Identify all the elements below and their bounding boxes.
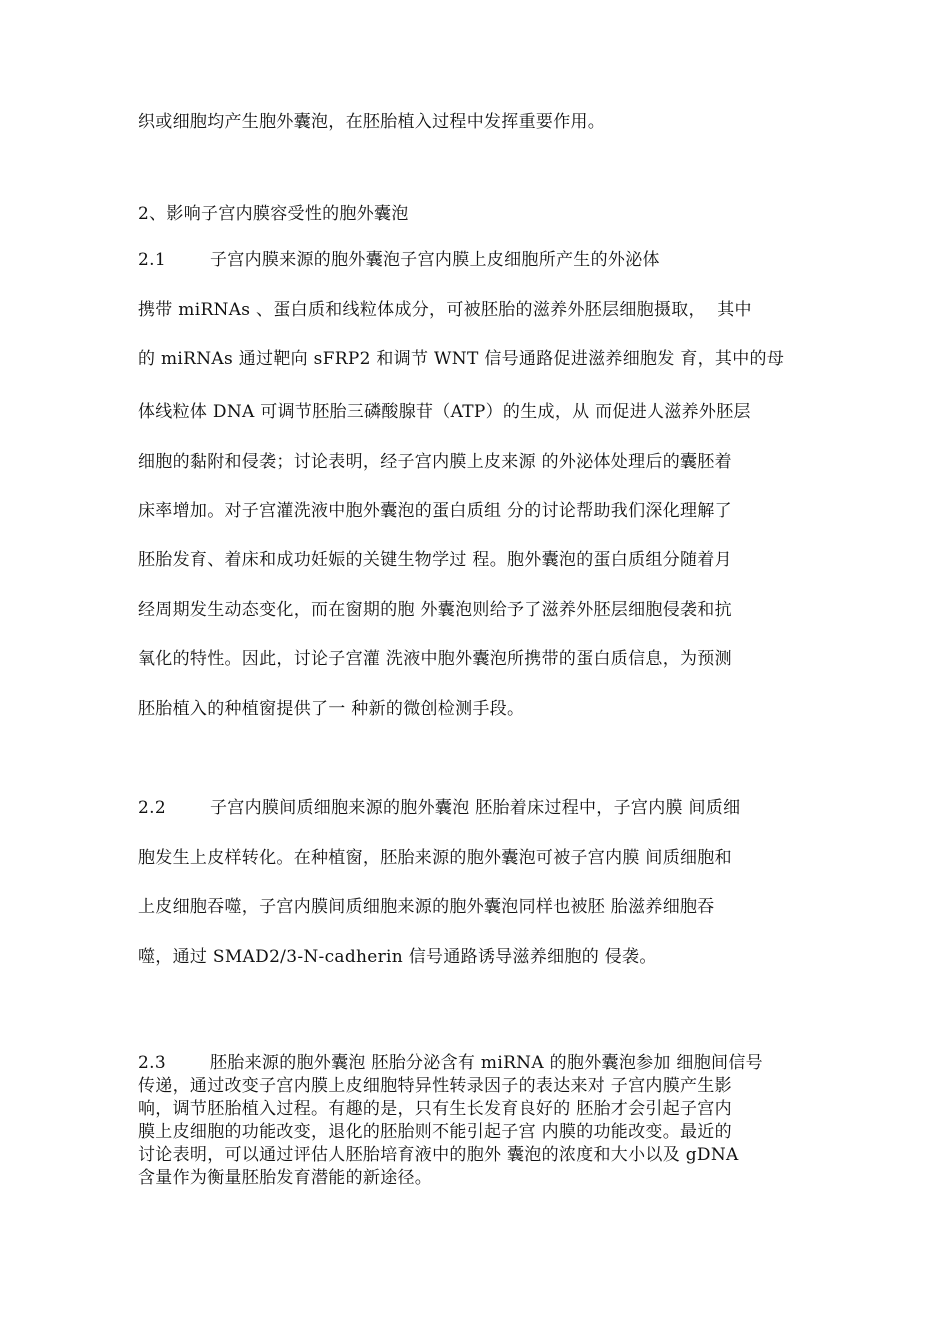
paragraph-line: 膜上皮细胞的功能改变，退化的胚胎则不能引起子宫 内膜的功能改变。最近的 (138, 1122, 732, 1142)
paragraph-line: 经周期发生动态变化，而在窗期的胞 外囊泡则给予了滋养外胚层细胞侵袭和抗 (138, 600, 732, 620)
paragraph-line: 的 miRNAs 通过靶向 sFRP2 和调节 WNT 信号通路促进滋养细胞发 育，其中的母 (138, 349, 785, 369)
paragraph-line: 传递，通过改变子宫内膜上皮细胞特异性转录因子的表达来对 子宫内膜产生影 (138, 1076, 732, 1096)
section-heading: 2、影响子宫内膜容受性的胞外囊泡 (138, 204, 409, 224)
subsection-2-2-heading (138, 797, 740, 819)
paragraph-line: 携带 miRNAs 、蛋白质和线粒体成分，可被胚胎的滋养外胚层细胞摄取， 其中 (138, 300, 752, 320)
paragraph-line: 床率增加。对子宫灌洗液中胞外囊泡的蛋白质组 分的讨论帮助我们深化理解了 (138, 501, 732, 521)
subsection-title: 子宫内膜来源的胞外囊泡子宫内膜上皮细胞所产生的外泌体 (210, 250, 660, 270)
intro-paragraph-line: 织或细胞均产生胞外囊泡，在胚胎植入过程中发挥重要作用。 (138, 112, 606, 132)
subsection-number: 2.2 (138, 798, 166, 818)
subsection-number: 2.3 (138, 1053, 166, 1073)
subsection-number: 2.1 (138, 250, 166, 270)
paragraph-line: 胚胎植入的种植窗提供了一 种新的微创检测手段。 (138, 699, 525, 719)
paragraph-line: 胞发生上皮样转化。在种植窗，胚胎来源的胞外囊泡可被子宫内膜 间质细胞和 (138, 848, 732, 868)
paragraph-line: 噬，通过 SMAD2/3-N-cadherin 信号通路诱导滋养细胞的 侵袭。 (138, 947, 657, 967)
paragraph-line: 上皮细胞吞噬，子宫内膜间质细胞来源的胞外囊泡同样也被胚 胎滋养细胞吞 (138, 897, 715, 917)
paragraph-line: 胚胎发育、着床和成功妊娠的关键生物学过 程。胞外囊泡的蛋白质组分随着月 (138, 550, 732, 570)
subsection-2-1-heading (138, 249, 660, 271)
paragraph-line: 体线粒体 DNA 可调节胚胎三磷酸腺苷（ATP）的生成，从 而促进人滋养外胚层 (138, 402, 751, 422)
paragraph-line: 响，调节胚胎植入过程。有趣的是，只有生长发育良好的 胚胎才会引起子宫内 (138, 1099, 732, 1119)
subsection-2-3-heading (138, 1052, 763, 1074)
subsection-title: 胚胎来源的胞外囊泡 胚胎分泌含有 miRNA 的胞外囊泡参加 细胞间信号 (210, 1053, 763, 1073)
paragraph-line: 氧化的特性。因此，讨论子宫灌 洗液中胞外囊泡所携带的蛋白质信息，为预测 (138, 649, 732, 669)
paragraph-line: 细胞的黏附和侵袭；讨论表明，经子宫内膜上皮来源 的外泌体处理后的囊胚着 (138, 452, 732, 472)
paragraph-line: 含量作为衡量胚胎发育潜能的新途径。 (138, 1168, 433, 1188)
subsection-title: 子宫内膜间质细胞来源的胞外囊泡 胚胎着床过程中，子宫内膜 间质细 (210, 798, 741, 818)
paragraph-line: 讨论表明，可以通过评估人胚胎培育液中的胞外 囊泡的浓度和大小以及 gDNA (138, 1145, 739, 1165)
